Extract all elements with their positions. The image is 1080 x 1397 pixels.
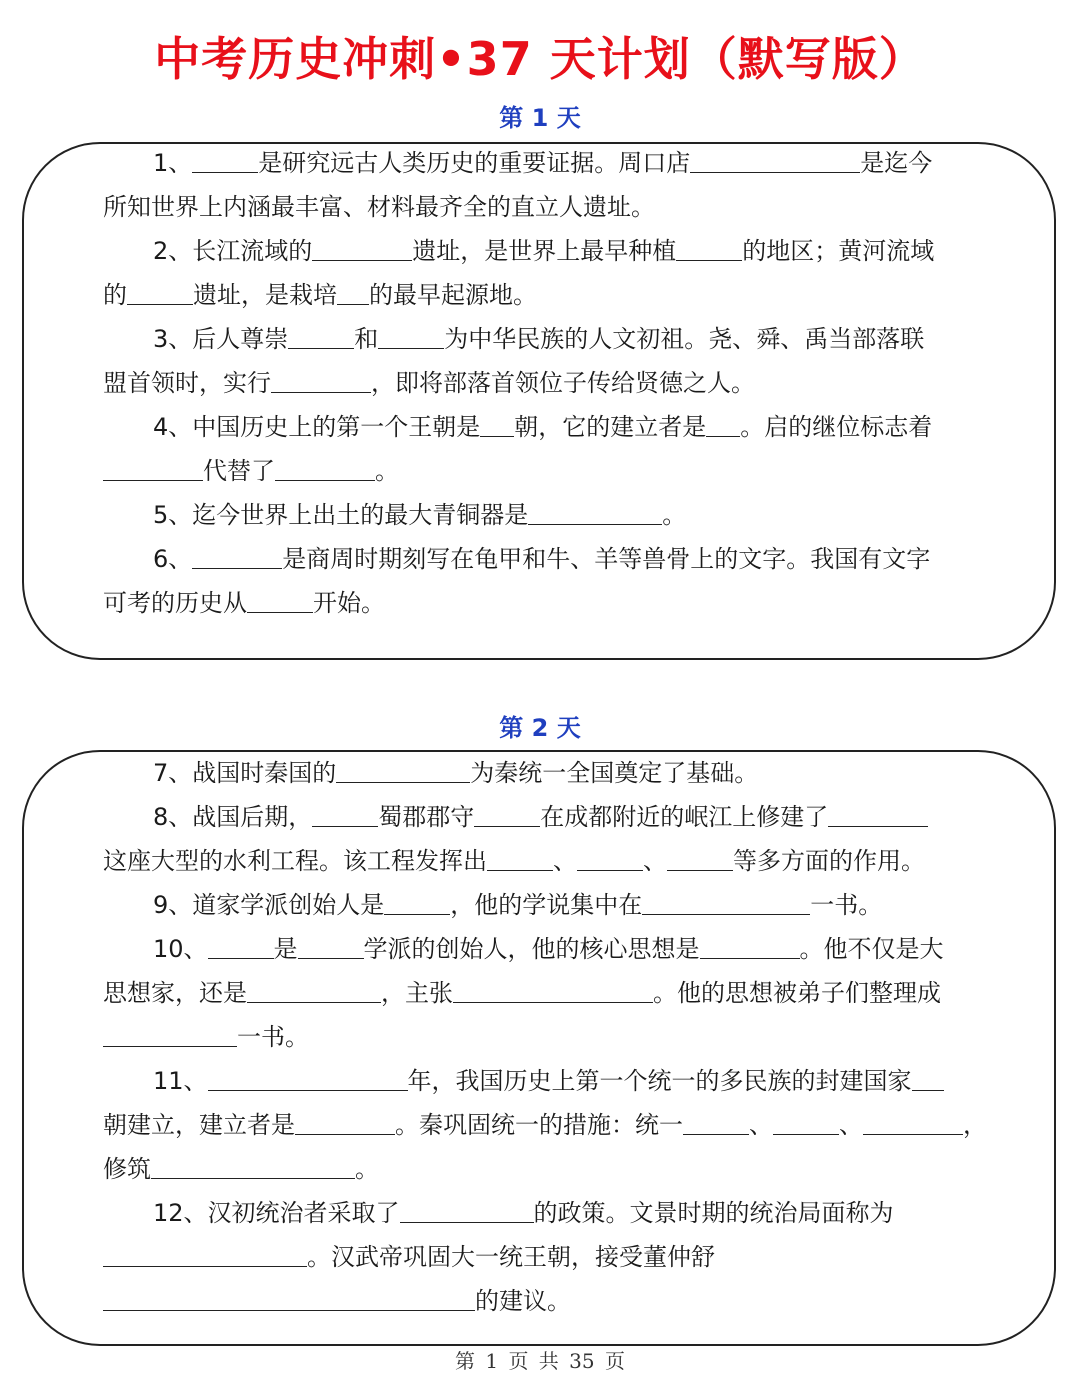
q11-line-2 [103,1103,987,1147]
page-footer: 第 1 页 共 35 页 [455,1349,625,1373]
blank [298,932,364,959]
text-segment: 。他的思想被弟子们整理成 [653,979,941,1007]
blank [773,1108,839,1135]
blank [487,844,553,871]
blank [151,1152,355,1179]
q9-line-1 [103,883,983,927]
q12-line-3 [103,1279,983,1323]
text-segment: 是研究远古人类历史的重要证据。周口店 [258,149,691,177]
text-segment: 为秦统一全国奠定了基础。 [470,759,759,787]
q12-line-2 [103,1235,983,1279]
text-segment: 是 [273,935,298,963]
text-segment: 的 [103,281,127,309]
blank [337,278,369,305]
blank [103,1240,307,1267]
text-segment: 修筑 [103,1155,151,1183]
q4-line-2 [103,449,983,493]
text-segment: 学派的创始人，他的核心思想是 [363,935,700,963]
blank [642,888,810,915]
text-segment: 3、后人尊崇 [153,325,289,353]
text-segment: ，即将部落首领位子传给贤德之人。 [371,369,755,397]
text-segment: ， [963,1111,987,1139]
q3-line-1 [103,317,983,361]
blank [127,278,193,305]
q3-line-2 [103,361,983,405]
page-title: 中考历史冲刺•37 天计划（默写版） [154,32,926,86]
text-segment: 等多方面的作用。 [733,847,925,875]
text-segment: 。他不仅是大 [799,935,944,963]
blank [706,410,740,437]
text-segment: 代替了 [203,457,275,485]
q7-line-1 [103,751,983,795]
blank [676,234,742,261]
text-segment: 年，我国历史上第一个统一的多民族的封建国家 [407,1067,912,1095]
text-segment: 盟首领时，实行 [103,369,271,397]
blank [312,234,412,261]
text-segment: 的地区；黄河流域 [742,237,935,265]
text-segment: 、 [643,847,667,875]
text-segment: 思想家，还是 [103,979,247,1007]
blank [247,586,313,613]
day-2-heading: 第 2 天 [499,714,581,742]
text-segment: 。秦巩固统一的措施：统一 [395,1111,683,1139]
q11-line-3 [103,1147,983,1191]
blank [863,1108,963,1135]
text-segment: 9、道家学派创始人是 [153,891,385,919]
q12-line-1 [103,1191,983,1235]
blank [103,1284,475,1311]
blank [384,888,450,915]
text-segment: 。 [662,501,687,529]
blank [208,932,274,959]
blank [700,932,800,959]
text-segment: ，他的学说集中在 [450,891,643,919]
q11-line-1 [103,1059,983,1103]
blank [295,1108,395,1135]
q8-line-1 [103,795,983,839]
blank [480,410,514,437]
text-segment: 6、 [153,545,193,573]
blank [103,1020,237,1047]
text-segment: 是商周时期刻写在龟甲和牛、羊等兽骨上的文字。我国有文字 [282,545,931,573]
text-segment: 蜀郡郡守 [378,803,475,831]
text-segment: 。 [355,1155,379,1183]
q6-line-2 [103,581,983,625]
blank [271,366,371,393]
blank [247,976,381,1003]
q10-line-3 [103,1015,983,1059]
blank [453,976,653,1003]
text-segment: 所知世界上内涵最丰富、材料最齐全的直立人遗址。 [103,193,655,221]
q8-line-2 [103,839,983,883]
text-segment: 10、 [153,935,208,963]
blank [690,146,860,173]
blank [667,844,733,871]
blank [828,800,928,827]
text-segment: 朝，它的建立者是 [514,413,707,441]
text-segment: 朝建立，建立者是 [103,1111,295,1139]
blank [275,454,375,481]
q10-line-2 [103,971,983,1015]
text-segment: 12、汉初统治者采取了 [153,1199,400,1227]
blank [336,756,470,783]
q10-line-1 [103,927,983,971]
text-segment: 7、战国时秦国的 [153,759,337,787]
blank [192,542,282,569]
text-segment: 的政策。文景时期的统治局面称为 [533,1199,894,1227]
text-segment: 11、 [153,1067,208,1095]
q1-line-2 [103,185,983,229]
text-segment: 一书。 [810,891,883,919]
text-segment: 遗址，是世界上最早种植 [412,237,677,265]
text-segment: 4、中国历史上的第一个王朝是 [153,413,481,441]
text-segment: 1、 [153,149,193,177]
text-segment: 一书。 [237,1023,309,1051]
text-segment: 这座大型的水利工程。该工程发挥出 [103,847,487,875]
text-segment: 8、战国后期， [153,803,313,831]
day-1-heading: 第 1 天 [499,104,581,132]
text-segment: 在成都附近的岷江上修建了 [540,803,829,831]
text-segment: 为中华民族的人文初祖。尧、舜、禹当部落联 [444,325,925,353]
blank [103,454,203,481]
text-segment: 2、长江流域的 [153,237,313,265]
blank [378,322,444,349]
text-segment: 开始。 [313,589,385,617]
blank [683,1108,749,1135]
text-segment: ，主张 [381,979,453,1007]
blank [288,322,354,349]
text-segment: 、 [839,1111,863,1139]
q5-line-1 [103,493,983,537]
blank [400,1196,534,1223]
q2-line-1 [103,229,983,273]
text-segment: 、 [553,847,577,875]
text-segment: 是迄今 [860,149,933,177]
text-segment: 的最早起源地。 [369,281,537,309]
text-segment: 和 [354,325,379,353]
text-segment: 。启的继位标志着 [740,413,933,441]
blank [192,146,258,173]
text-segment: 遗址，是栽培 [193,281,337,309]
q1-line-1 [103,141,983,185]
q4-line-1 [103,405,983,449]
q2-line-2 [103,273,983,317]
text-segment: 。汉武帝巩固大一统王朝，接受董仲舒 [307,1243,715,1271]
blank [208,1064,408,1091]
blank [577,844,643,871]
blank [312,800,378,827]
text-segment: 的建议。 [475,1287,571,1315]
text-segment: 5、迄今世界上出土的最大青铜器是 [153,501,529,529]
q6-line-1 [103,537,983,581]
blank [528,498,662,525]
text-segment: 可考的历史从 [103,589,247,617]
blank [474,800,540,827]
blank [912,1064,944,1091]
text-segment: 、 [749,1111,773,1139]
text-segment: 。 [375,457,399,485]
